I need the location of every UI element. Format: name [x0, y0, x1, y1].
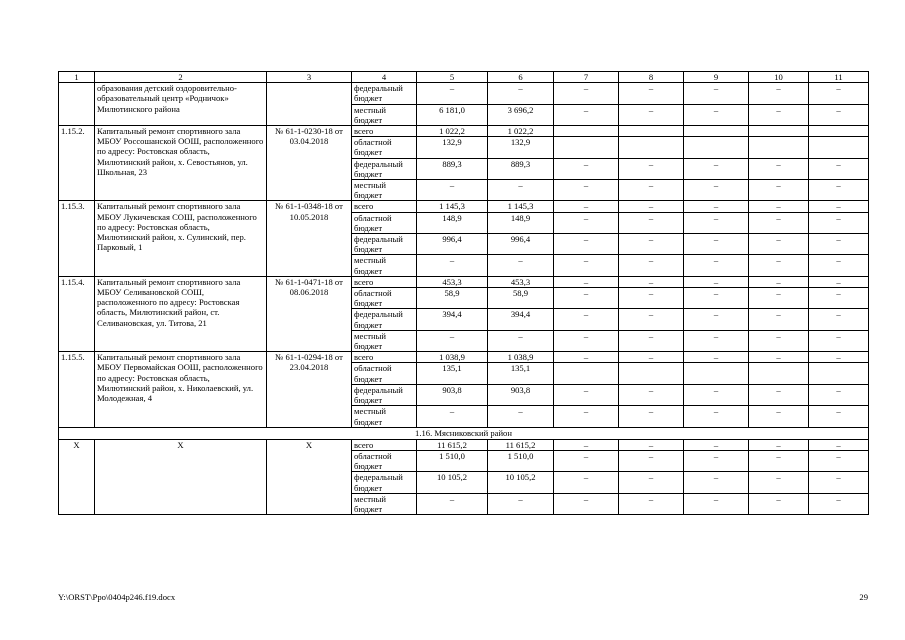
value-cell: –	[809, 309, 869, 330]
value-cell: –	[684, 83, 749, 104]
value-cell: –	[619, 493, 684, 514]
column-number: 3	[267, 72, 352, 83]
value-cell: –	[749, 158, 809, 179]
value-cell: 1 145,3	[488, 201, 554, 212]
value-cell: 10 105,2	[417, 472, 488, 493]
value-cell: –	[554, 309, 619, 330]
value-cell: –	[809, 288, 869, 309]
item-description: Капитальный ремонт спортивного зала МБОУ Селивановской СОШ, расположенного по адресу: Ростовская область, Милютинский район, ст. Селивановская, ул. Титова, 21	[95, 276, 267, 351]
value-cell: –	[684, 212, 749, 233]
value-cell: 135,1	[488, 363, 554, 384]
value-cell: –	[809, 472, 869, 493]
value-cell: 394,4	[488, 309, 554, 330]
value-cell: –	[749, 384, 809, 405]
column-number: 7	[554, 72, 619, 83]
value-cell: 996,4	[417, 234, 488, 255]
value-cell: –	[809, 439, 869, 450]
item-number: X	[59, 439, 95, 514]
value-cell: 1 038,9	[488, 352, 554, 363]
value-cell: –	[809, 493, 869, 514]
value-cell	[809, 137, 869, 158]
funding-source: местный бюджет	[352, 104, 417, 125]
value-cell	[809, 363, 869, 384]
value-cell: –	[684, 104, 749, 125]
table-row	[59, 126, 869, 137]
funding-source: федеральный бюджет	[352, 234, 417, 255]
value-cell: –	[809, 212, 869, 233]
value-cell: –	[554, 493, 619, 514]
value-cell: –	[684, 309, 749, 330]
value-cell: –	[554, 406, 619, 427]
column-number-row	[59, 72, 869, 83]
value-cell: –	[417, 406, 488, 427]
value-cell: –	[684, 406, 749, 427]
value-cell: –	[554, 276, 619, 287]
value-cell: –	[809, 104, 869, 125]
table-row	[59, 352, 869, 363]
value-cell: –	[809, 201, 869, 212]
funding-source: федеральный бюджет	[352, 83, 417, 104]
value-cell: –	[749, 212, 809, 233]
value-cell: –	[749, 276, 809, 287]
item-description: Капитальный ремонт спортивного зала МБОУ Россошанской ООШ, расположенного по адресу: Ростовская область, Милютинский район, х. Севостьянов, ул. Школьная, 23	[95, 126, 267, 201]
column-number: 4	[352, 72, 417, 83]
value-cell: –	[809, 83, 869, 104]
value-cell	[684, 137, 749, 158]
value-cell: 11 615,2	[417, 439, 488, 450]
value-cell: 6 181,0	[417, 104, 488, 125]
value-cell	[684, 363, 749, 384]
value-cell: –	[619, 276, 684, 287]
value-cell	[619, 126, 684, 137]
item-description: Капитальный ремонт спортивного зала МБОУ Лукичевская СОШ, расположенного по адресу: Ростовская область, Милютинский район, х. Сулинский, пер. Парковый, 1	[95, 201, 267, 276]
section-title: 1.16. Мясниковский район	[59, 427, 869, 439]
value-cell: –	[684, 234, 749, 255]
value-cell: –	[809, 352, 869, 363]
value-cell: –	[684, 352, 749, 363]
funding-source: областной бюджет	[352, 137, 417, 158]
value-cell	[619, 137, 684, 158]
value-cell	[749, 363, 809, 384]
value-cell: –	[488, 180, 554, 201]
document-reference: X	[267, 439, 352, 514]
value-cell	[554, 126, 619, 137]
value-cell: –	[749, 234, 809, 255]
value-cell: –	[619, 406, 684, 427]
value-cell: –	[619, 234, 684, 255]
value-cell: 148,9	[417, 212, 488, 233]
value-cell: –	[554, 472, 619, 493]
funding-source: всего	[352, 439, 417, 450]
value-cell: –	[749, 309, 809, 330]
funding-source: всего	[352, 126, 417, 137]
value-cell: –	[554, 201, 619, 212]
value-cell	[809, 126, 869, 137]
funding-source: местный бюджет	[352, 180, 417, 201]
column-number: 10	[749, 72, 809, 83]
value-cell: –	[809, 234, 869, 255]
value-cell: –	[749, 330, 809, 351]
value-cell: –	[554, 212, 619, 233]
value-cell: –	[749, 450, 809, 471]
value-cell: 132,9	[417, 137, 488, 158]
document-reference: № 61-1-0471-18 от 08.06.2018	[267, 276, 352, 351]
value-cell: 1 145,3	[417, 201, 488, 212]
funding-source: областной бюджет	[352, 363, 417, 384]
value-cell: 1 022,2	[488, 126, 554, 137]
value-cell	[619, 363, 684, 384]
value-cell: –	[619, 384, 684, 405]
value-cell: –	[554, 180, 619, 201]
value-cell: –	[488, 83, 554, 104]
item-number: 1.15.2.	[59, 126, 95, 201]
value-cell: –	[749, 83, 809, 104]
column-number: 9	[684, 72, 749, 83]
value-cell: –	[749, 201, 809, 212]
funding-source: всего	[352, 201, 417, 212]
value-cell: 3 696,2	[488, 104, 554, 125]
funding-source: областной бюджет	[352, 450, 417, 471]
value-cell: –	[417, 255, 488, 276]
value-cell: 996,4	[488, 234, 554, 255]
value-cell: –	[488, 493, 554, 514]
value-cell	[684, 126, 749, 137]
value-cell: –	[417, 493, 488, 514]
value-cell: –	[684, 158, 749, 179]
value-cell: –	[809, 180, 869, 201]
value-cell: –	[417, 83, 488, 104]
table-body	[59, 72, 869, 515]
document-reference	[267, 83, 352, 126]
funding-source: местный бюджет	[352, 406, 417, 427]
value-cell: –	[554, 158, 619, 179]
funding-source: областной бюджет	[352, 212, 417, 233]
value-cell	[554, 363, 619, 384]
section-header-row	[59, 427, 869, 439]
value-cell: –	[684, 493, 749, 514]
value-cell: –	[684, 330, 749, 351]
value-cell: 453,3	[417, 276, 488, 287]
document-reference: № 61-1-0230-18 от 03.04.2018	[267, 126, 352, 201]
value-cell: 11 615,2	[488, 439, 554, 450]
funding-source: областной бюджет	[352, 288, 417, 309]
value-cell: –	[684, 201, 749, 212]
value-cell: 903,8	[488, 384, 554, 405]
value-cell: –	[684, 180, 749, 201]
value-cell: –	[749, 104, 809, 125]
value-cell: –	[809, 158, 869, 179]
funding-source: местный бюджет	[352, 330, 417, 351]
value-cell: 148,9	[488, 212, 554, 233]
funding-source: местный бюджет	[352, 493, 417, 514]
value-cell: –	[554, 255, 619, 276]
value-cell: –	[684, 472, 749, 493]
value-cell: 903,8	[417, 384, 488, 405]
value-cell: –	[417, 330, 488, 351]
value-cell: –	[749, 180, 809, 201]
item-description: Капитальный ремонт спортивного зала МБОУ Первомайская ООШ, расположенного по адресу: Ростовская область, Милютинский район, х. Николаевский, ул. Молодежная, 4	[95, 352, 267, 427]
value-cell: –	[554, 234, 619, 255]
funding-source: федеральный бюджет	[352, 384, 417, 405]
value-cell: –	[488, 406, 554, 427]
funding-source: федеральный бюджет	[352, 309, 417, 330]
value-cell: –	[749, 255, 809, 276]
value-cell: 889,3	[417, 158, 488, 179]
document-reference: № 61-1-0348-18 от 10.05.2018	[267, 201, 352, 276]
item-number: 1.15.3.	[59, 201, 95, 276]
value-cell: –	[684, 450, 749, 471]
value-cell: 58,9	[488, 288, 554, 309]
value-cell: –	[749, 406, 809, 427]
funding-source: федеральный бюджет	[352, 472, 417, 493]
value-cell: –	[809, 255, 869, 276]
value-cell: –	[749, 493, 809, 514]
value-cell: –	[417, 180, 488, 201]
funding-source: местный бюджет	[352, 255, 417, 276]
value-cell: –	[619, 472, 684, 493]
value-cell: –	[684, 384, 749, 405]
value-cell: –	[809, 330, 869, 351]
funding-source: всего	[352, 276, 417, 287]
budget-table	[58, 71, 869, 515]
value-cell: –	[809, 276, 869, 287]
value-cell: –	[554, 288, 619, 309]
table-row	[59, 276, 869, 287]
file-path: Y:\ORST\Ppo\0404p246.f19.docx	[58, 592, 176, 602]
value-cell: –	[684, 439, 749, 450]
value-cell: –	[684, 288, 749, 309]
value-cell: 1 022,2	[417, 126, 488, 137]
value-cell: –	[619, 212, 684, 233]
column-number: 11	[809, 72, 869, 83]
value-cell: –	[619, 450, 684, 471]
item-number: 1.15.5.	[59, 352, 95, 427]
value-cell: –	[619, 180, 684, 201]
value-cell: –	[619, 309, 684, 330]
column-number: 8	[619, 72, 684, 83]
value-cell: –	[554, 104, 619, 125]
value-cell: –	[684, 276, 749, 287]
value-cell	[749, 126, 809, 137]
item-number: 1.15.4.	[59, 276, 95, 351]
document-reference: № 61-1-0294-18 от 23.04.2018	[267, 352, 352, 427]
value-cell: 132,9	[488, 137, 554, 158]
value-cell: –	[749, 352, 809, 363]
table-row	[59, 201, 869, 212]
value-cell: –	[749, 472, 809, 493]
value-cell: –	[619, 288, 684, 309]
value-cell: –	[809, 450, 869, 471]
item-description: образования детский оздоровительно-образовательный центр «Родничок» Милютинского района	[95, 83, 267, 126]
value-cell: –	[809, 384, 869, 405]
value-cell: –	[554, 83, 619, 104]
column-number: 2	[95, 72, 267, 83]
value-cell: –	[809, 406, 869, 427]
value-cell: –	[554, 352, 619, 363]
value-cell: 394,4	[417, 309, 488, 330]
value-cell: –	[619, 255, 684, 276]
table-row	[59, 439, 869, 450]
value-cell: 1 510,0	[417, 450, 488, 471]
value-cell: –	[619, 330, 684, 351]
value-cell	[749, 137, 809, 158]
value-cell: –	[554, 450, 619, 471]
value-cell	[554, 137, 619, 158]
value-cell: –	[488, 255, 554, 276]
page-number: 29	[859, 592, 868, 602]
column-number: 1	[59, 72, 95, 83]
funding-source: всего	[352, 352, 417, 363]
value-cell: –	[554, 330, 619, 351]
table-row	[59, 83, 869, 104]
value-cell: –	[554, 439, 619, 450]
funding-source: федеральный бюджет	[352, 158, 417, 179]
value-cell: –	[554, 384, 619, 405]
value-cell: 1 038,9	[417, 352, 488, 363]
value-cell: 135,1	[417, 363, 488, 384]
value-cell: 1 510,0	[488, 450, 554, 471]
value-cell: –	[619, 439, 684, 450]
value-cell: 58,9	[417, 288, 488, 309]
value-cell: –	[619, 104, 684, 125]
value-cell: 453,3	[488, 276, 554, 287]
item-description: X	[95, 439, 267, 514]
value-cell: –	[684, 255, 749, 276]
column-number: 6	[488, 72, 554, 83]
value-cell: 10 105,2	[488, 472, 554, 493]
value-cell: –	[488, 330, 554, 351]
item-number	[59, 83, 95, 126]
value-cell: –	[749, 439, 809, 450]
value-cell: 889,3	[488, 158, 554, 179]
value-cell: –	[619, 83, 684, 104]
value-cell: –	[619, 201, 684, 212]
value-cell: –	[749, 288, 809, 309]
value-cell: –	[619, 352, 684, 363]
value-cell: –	[619, 158, 684, 179]
column-number: 5	[417, 72, 488, 83]
